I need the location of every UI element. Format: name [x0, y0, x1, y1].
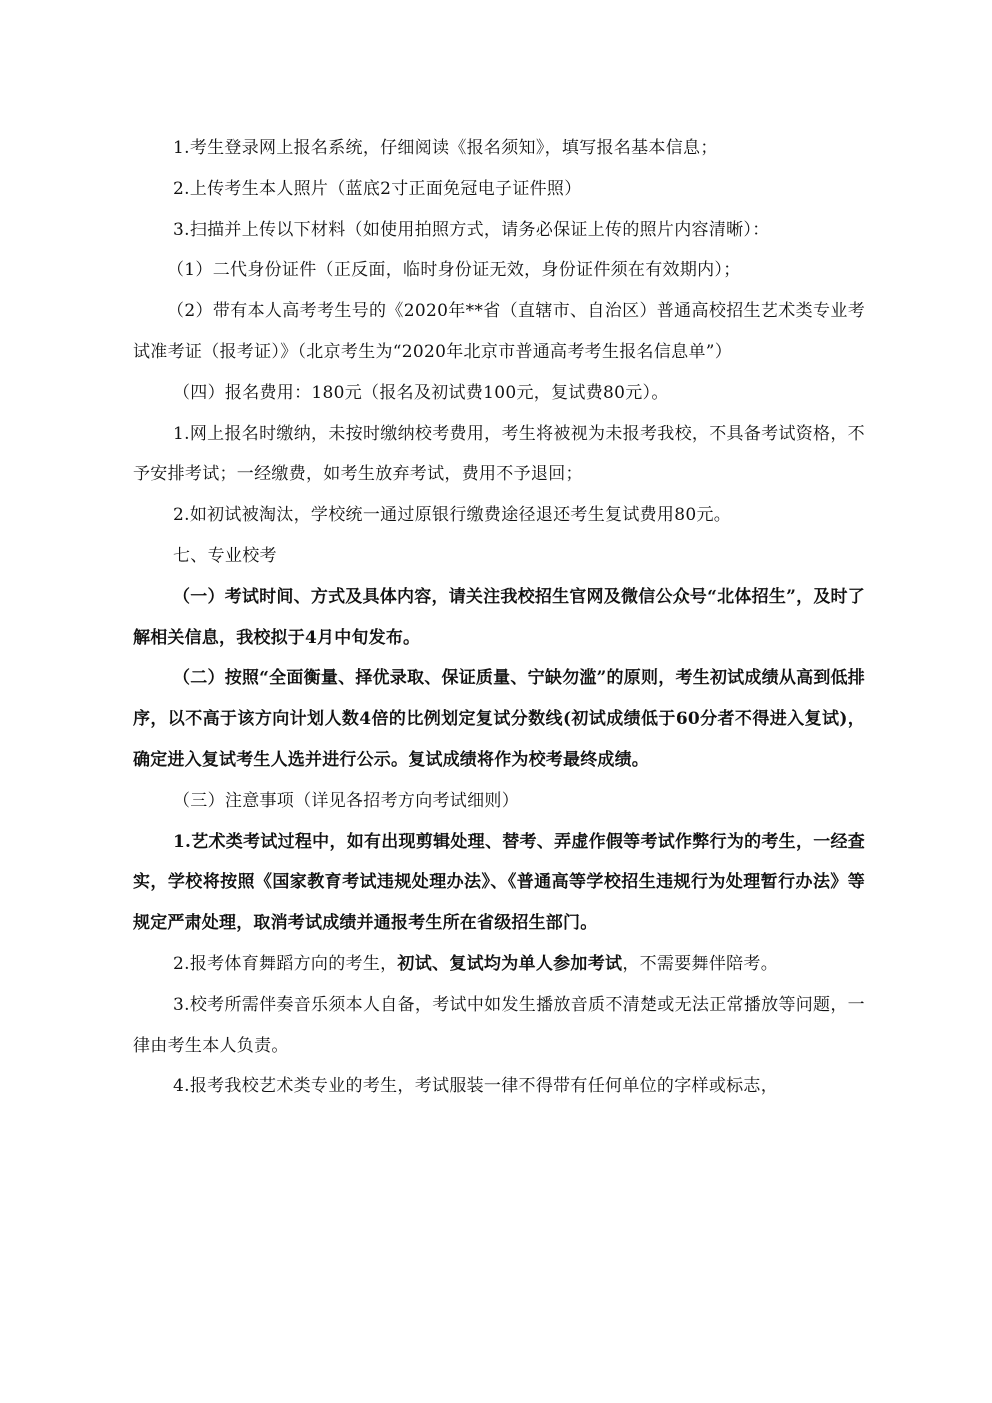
paragraph-admission-principle: （二）按照“全面衡量、择优录取、保证质量、宁缺勿滥”的原则，考生初试成绩从高到低排序，以不高于该方向计划人数4倍的比例划定复试分数线(初试成绩低于60分者不得进入复试)，确定进入复试考生人选并进行公示。复试成绩将作为校考最终成绩。 — [133, 668, 865, 770]
paragraph-notes-heading: （三）注意事项（详见各招考方向考试细则） — [173, 790, 519, 811]
paragraph-registration-fee: （四）报名费用：180元（报名及初试费100元，复试费80元）。 — [173, 382, 669, 403]
dance-rule-emphasis: 初试、复试均为单人参加考试 — [397, 953, 623, 974]
paragraph-fee-rule-1: 1.网上报名时缴纳，未按时缴纳校考费用，考生将被视为未报考我校，不具备考试资格，不予安排考试；一经缴费，如考生放弃考试，费用不予退回； — [133, 423, 865, 485]
section-heading-professional-exam: 七、专业校考 — [173, 545, 277, 566]
paragraph-fee-rule-2: 2.如初试被淘汰，学校统一通过原银行缴费途径退还考生复试费用80元。 — [173, 505, 732, 526]
paragraph-dance-rule — [133, 944, 865, 985]
paragraph-cheating-rule: 1.艺术类考试过程中，如有出现剪辑处理、替考、弄虚作假等考试作弊行为的考生，一经查实，学校将按照《国家教育考试违规处理办法》、《普通高等学校招生违规行为处理暂行办法》等规定严肃处理，取消考试成绩并通报考生所在省级招生部门。 — [133, 831, 865, 934]
dance-rule-lead: 2.报考体育舞蹈方向的考生， — [173, 953, 398, 974]
paragraph-material-2: （2）带有本人高考考生号的《2020年**省（直辖市、自治区）普通高校招生艺术类专业考试准考证（报考证）》（北京考生为“2020年北京市普通高考考生报名信息单”） — [133, 301, 865, 362]
paragraph-clothing-rule: 4.报考我校艺术类专业的考生，考试服装一律不得带有任何单位的字样或标志， — [173, 1076, 779, 1097]
paragraph-registration-step-3: 3.扫描并上传以下材料（如使用拍照方式，请务必保证上传的照片内容清晰）： — [173, 219, 770, 240]
paragraph-material-1: （1）二代身份证件（正反面，临时身份证无效，身份证件须在有效期内）； — [167, 260, 741, 281]
document-body — [133, 128, 865, 1107]
paragraph-music-rule: 3.校考所需伴奏音乐须本人自备，考试中如发生播放音质不清楚或无法正常播放等问题，一律由考生本人负责。 — [133, 994, 865, 1056]
paragraph-exam-time: （一）考试时间、方式及具体内容，请关注我校招生官网及微信公众号“北体招生”，及时了解相关信息，我校拟于4月中旬发布。 — [133, 586, 865, 648]
paragraph-registration-step-1: 1.考生登录网上报名系统，仔细阅读《报名须知》，填写报名基本信息； — [173, 138, 718, 158]
paragraph-registration-step-2: 2.上传考生本人照片（蓝底2寸正面免冠电子证件照） — [173, 178, 582, 199]
dance-rule-tail: ，不需要舞伴陪考。 — [622, 953, 779, 974]
